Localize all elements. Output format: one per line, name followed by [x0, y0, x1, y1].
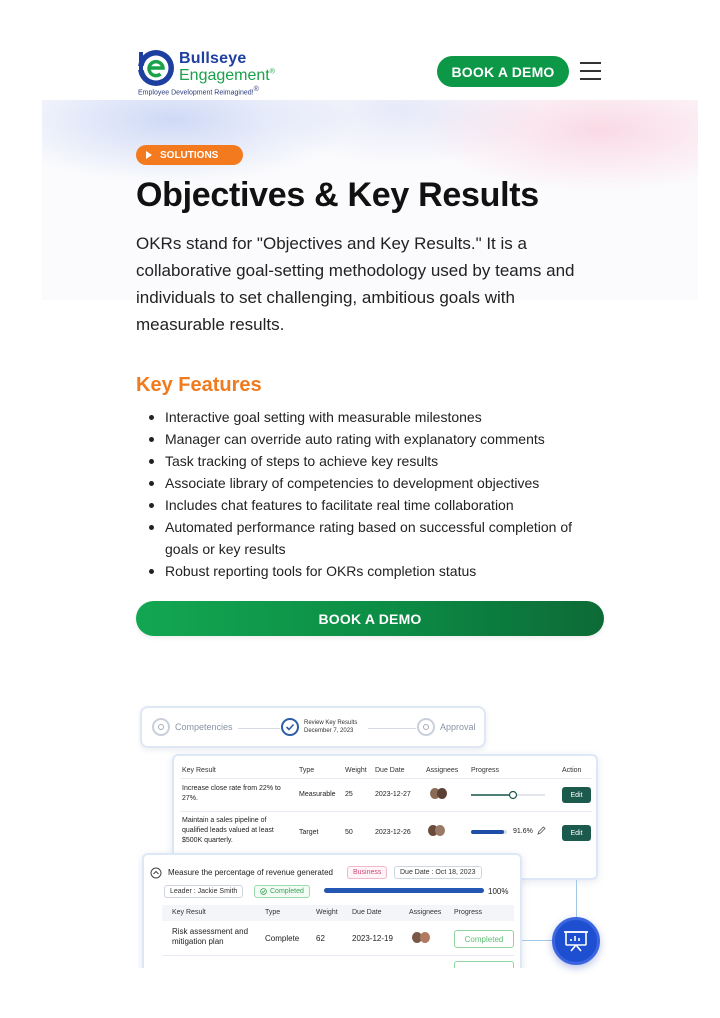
okr-product-illustration: [138, 700, 608, 968]
feature-item: Robust reporting tools for OKRs completion status: [148, 560, 608, 582]
logo-tagline: [138, 86, 259, 96]
weight-cell: 50: [345, 829, 353, 836]
col-header: Assignees: [409, 909, 442, 916]
page-title: Objectives & Key Results: [136, 176, 539, 214]
feature-item: Automated performance rating based on successful completion of goals or key results: [148, 516, 608, 560]
play-triangle-icon: [146, 151, 152, 159]
key-result-cell: Maintain a sales pipeline of qualified leads valued at least $500K quarterly.: [182, 817, 274, 844]
menu-bar: [580, 78, 601, 80]
weight-cell: 25: [345, 791, 353, 798]
check-icon: [285, 722, 295, 732]
bullseye-logo-icon: [136, 48, 176, 88]
logo-name-line1: Bullseye: [179, 50, 247, 67]
feature-item: Interactive goal setting with measurable milestones: [148, 406, 608, 428]
clock-icon: [158, 724, 164, 730]
feature-item: Includes chat features to facilitate real time collaboration: [148, 494, 608, 516]
step-competencies: [152, 718, 233, 736]
col-header: Type: [299, 767, 315, 774]
intro-paragraph: OKRs stand for "Objectives and Key Results." It is a collaborative goal-setting methodology used by teams and individuals to set challenging, ambitious goals with measurable results.: [136, 234, 575, 334]
key-result-cell: Increase close rate from 22% to 27%.: [182, 785, 281, 802]
objective-title: Measure the percentage of revenue generated: [168, 868, 334, 877]
menu-bar: [580, 70, 601, 72]
feature-item: Associate library of competencies to development objectives: [148, 472, 608, 494]
edit-button[interactable]: Edit: [562, 787, 591, 803]
connector-line: [522, 940, 554, 941]
presentation-board-icon[interactable]: [552, 917, 600, 965]
col-header: Progress: [471, 767, 500, 774]
book-demo-button[interactable]: BOOK A DEMO: [136, 601, 604, 636]
step-title: Review Key Results: [304, 720, 358, 726]
col-header: Due Date: [375, 767, 405, 774]
objective-card: [142, 853, 522, 968]
col-header: Weight: [345, 767, 367, 774]
logo-tagline-text: Employee Development Reimagined!: [138, 89, 254, 97]
edit-button[interactable]: Edit: [562, 825, 591, 841]
due-date-cell: 2023-12-26: [375, 829, 411, 836]
registered-mark: ®: [253, 86, 259, 93]
divider: [180, 811, 592, 812]
status-label: Completed: [270, 888, 304, 895]
due-date-cell: 2023-12-27: [375, 791, 411, 798]
step-label: Competencies: [175, 722, 233, 732]
logo-name-line2-text: Engagement: [179, 67, 270, 84]
step-connector: [368, 728, 416, 729]
chevron-up-icon[interactable]: [150, 867, 162, 879]
clock-icon: [423, 724, 429, 730]
col-header: Weight: [316, 909, 338, 916]
hamburger-menu-icon[interactable]: [578, 59, 602, 83]
key-features-heading: Key Features: [136, 374, 262, 396]
assignee-avatar: [435, 825, 445, 836]
registered-mark: ®: [269, 68, 275, 76]
bullseye-engagement-logo[interactable]: [136, 44, 296, 96]
menu-bar: [580, 62, 601, 64]
presentation-board-glyph: [563, 929, 589, 953]
col-header: Due Date: [352, 909, 382, 916]
objective-progress-percent: 100%: [488, 887, 509, 896]
step-circle: [152, 718, 170, 736]
connector-line: [576, 880, 577, 918]
solutions-pill-label: SOLUTIONS: [160, 149, 219, 161]
okr-stepper: [140, 706, 486, 748]
step-approval: [417, 718, 476, 736]
type-cell: Complete: [265, 934, 300, 943]
col-header: Key Result: [182, 767, 216, 774]
pencil-icon[interactable]: [537, 826, 546, 835]
key-features-list: [148, 406, 608, 582]
step-label: Approval: [440, 722, 476, 732]
col-header: Assignees: [426, 767, 459, 774]
due-date-cell: 2023-12-19: [352, 934, 393, 943]
col-header: Type: [265, 909, 281, 916]
category-badge: Business: [347, 866, 387, 879]
leader-badge: Leader : Jackie Smith: [164, 885, 243, 898]
progress-percent: 91.6%: [513, 828, 533, 835]
solutions-pill[interactable]: [136, 145, 243, 165]
assignee-avatar: [420, 932, 430, 943]
step-connector: [238, 728, 280, 729]
objective-progress-bar: [324, 888, 486, 894]
divider: [180, 778, 592, 779]
completed-status-box: Completed: [454, 930, 514, 948]
step-review-text: [304, 719, 357, 735]
status-badge: [254, 885, 310, 898]
type-cell: Measurable: [299, 791, 336, 798]
step-circle: [417, 718, 435, 736]
step-review-key-results: [281, 718, 357, 736]
feature-item: Manager can override auto rating with explanatory comments: [148, 428, 608, 450]
check-circle-icon: [281, 718, 299, 736]
due-date-badge: Due Date : Oct 18, 2023: [394, 866, 482, 879]
progress-slider: [471, 790, 551, 800]
col-header: Action: [562, 767, 582, 774]
book-demo-button-header[interactable]: BOOK A DEMO: [437, 56, 569, 87]
step-date: December 7, 2023: [304, 728, 354, 734]
assignee-avatar: [437, 788, 447, 799]
logo-name-line2: [179, 67, 275, 85]
key-result-cell: Risk assessment and mitigation plan: [172, 927, 249, 946]
site-header: [0, 0, 720, 100]
divider: [162, 955, 514, 956]
check-circle-icon: [260, 888, 267, 895]
col-header: Progress: [454, 909, 483, 916]
type-cell: Target: [299, 829, 319, 836]
col-header: Key Result: [172, 909, 206, 916]
completed-status-box: [454, 961, 514, 968]
weight-cell: 62: [316, 934, 325, 943]
progress-bar: [471, 829, 511, 835]
feature-item: Task tracking of steps to achieve key results: [148, 450, 608, 472]
